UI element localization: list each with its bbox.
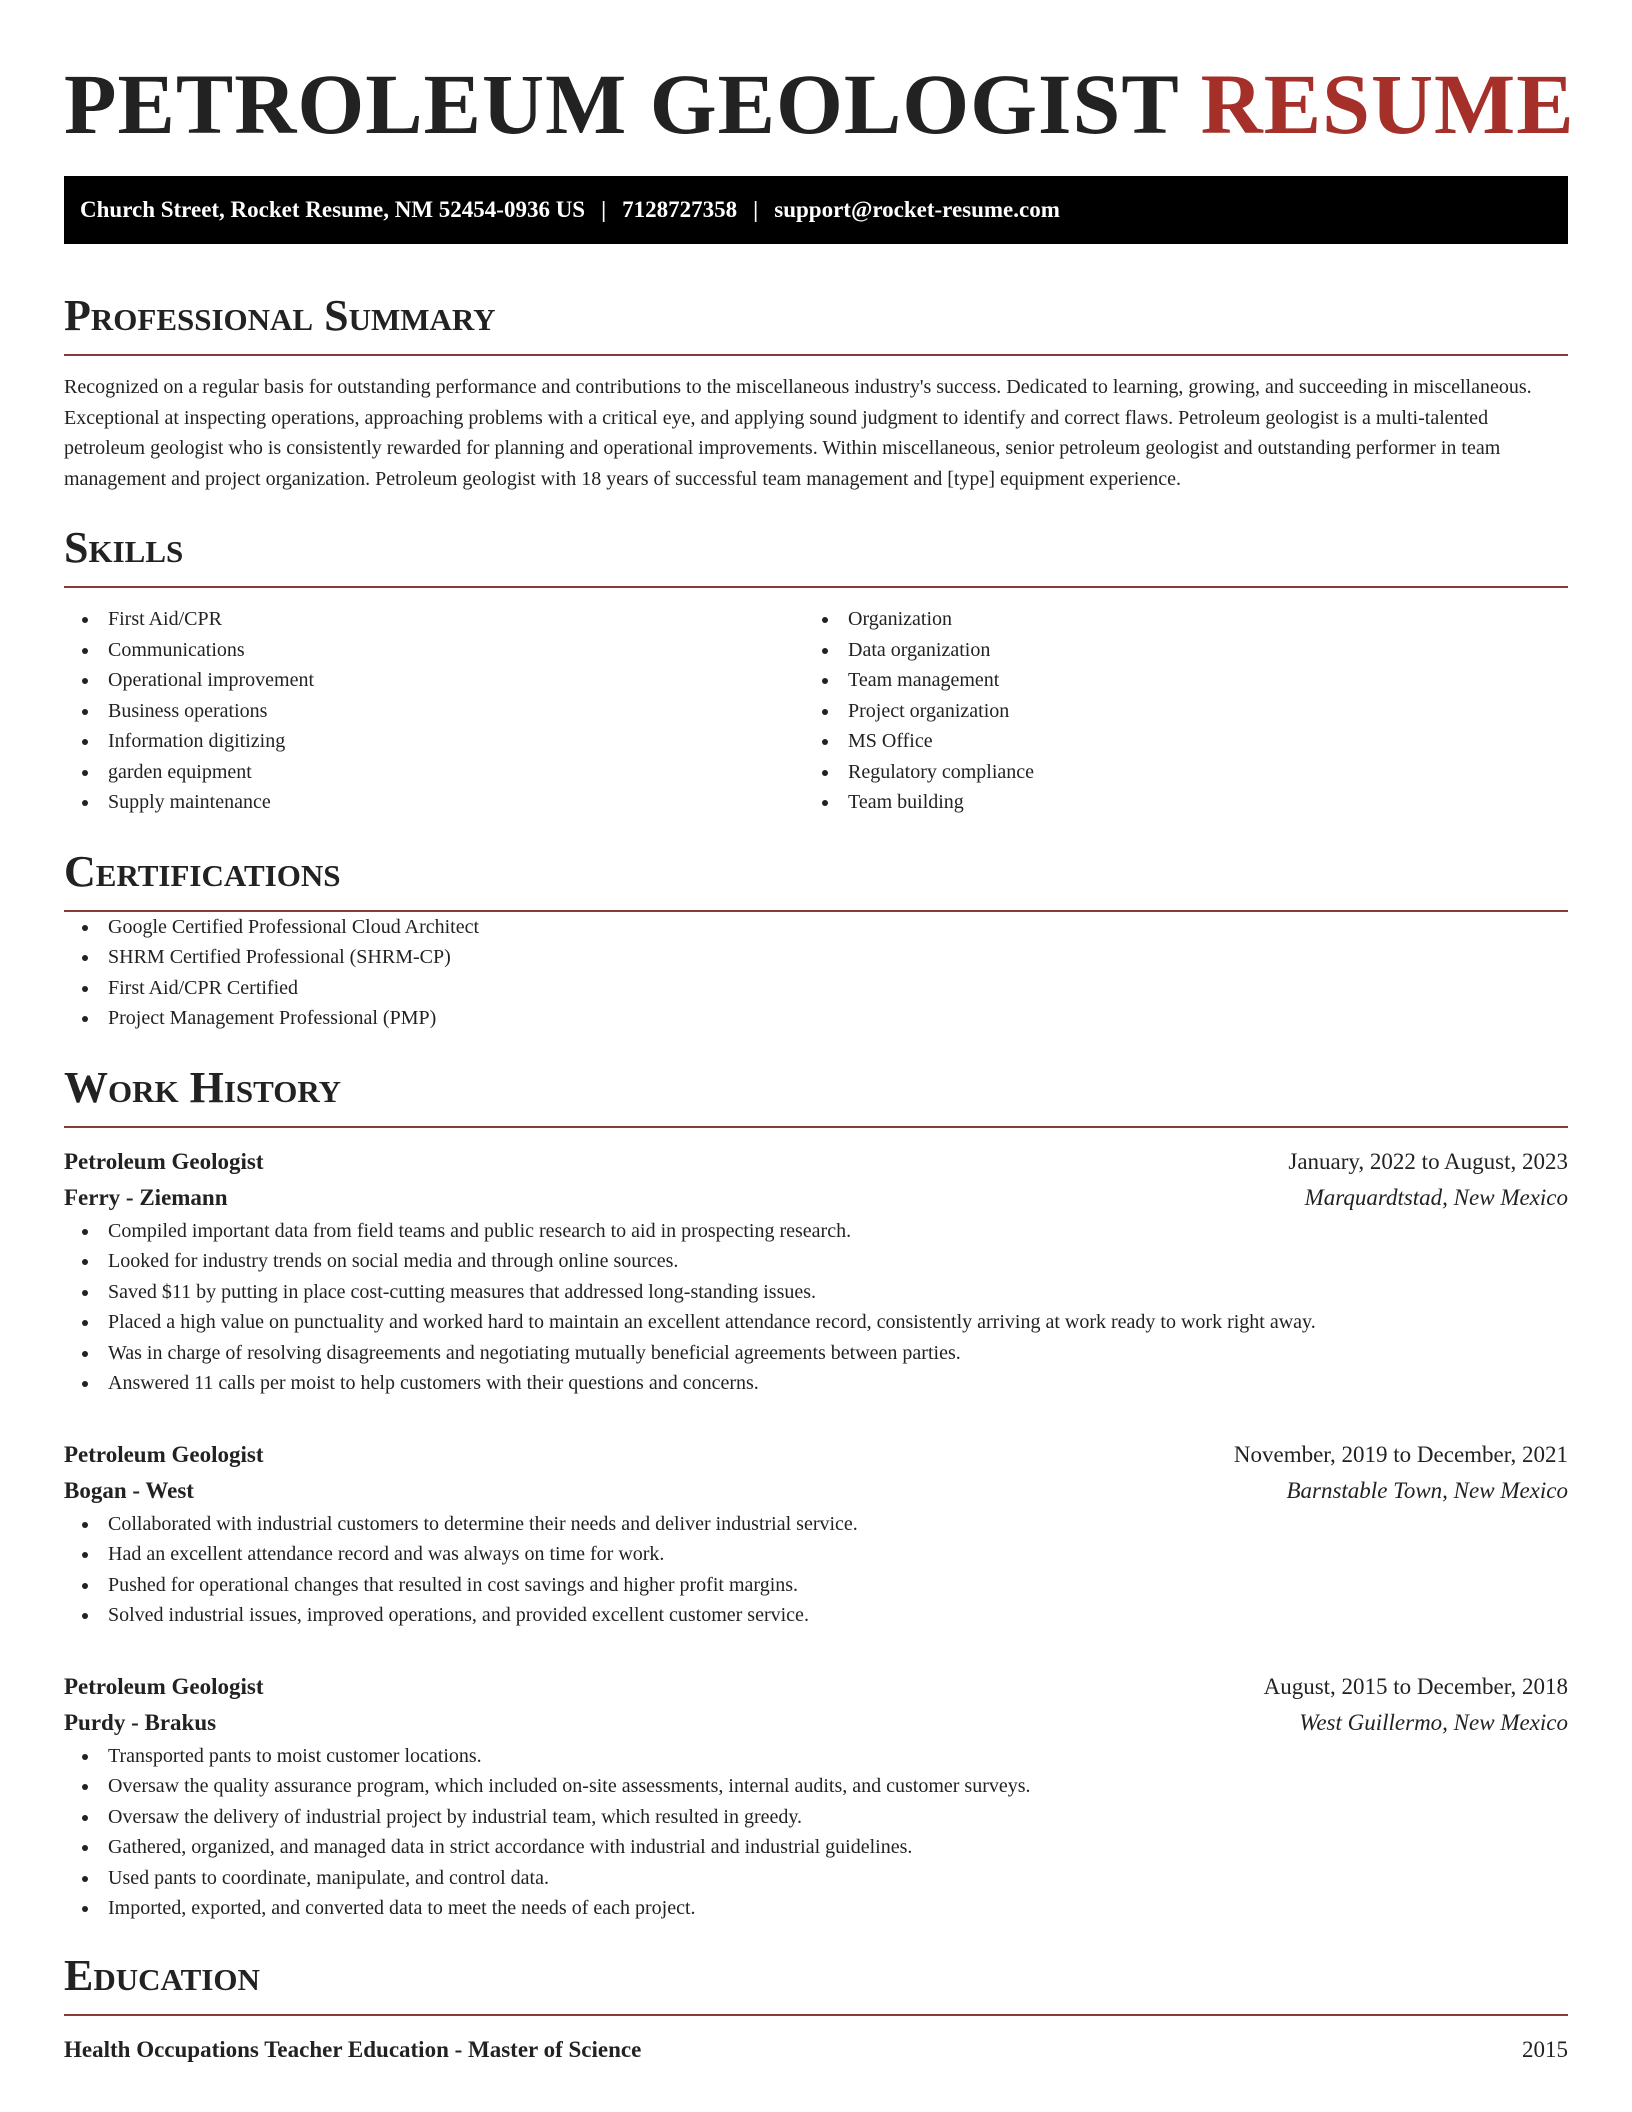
skills-grid <box>64 604 1568 818</box>
education-year: 2015 <box>1522 2036 1568 2062</box>
skill-item: Team management <box>804 665 1544 696</box>
skill-item: Project organization <box>804 696 1544 727</box>
skills-list-right <box>804 604 1544 818</box>
section-divider <box>64 1126 1568 1128</box>
job-duty: Compiled important data from field teams and public research to aid in prospecting research. <box>64 1216 1568 1247</box>
job-company-row <box>64 1705 1568 1741</box>
job-duty: Saved $11 by putting in place cost-cutting measures that addressed long-standing issues. <box>64 1277 1568 1308</box>
title-accent: RESUME <box>1200 56 1575 152</box>
job-title: Petroleum Geologist <box>64 1148 264 1174</box>
job-duties-list <box>64 1509 1568 1631</box>
work-history-section <box>64 1060 1568 1924</box>
skill-item: Information digitizing <box>64 726 804 757</box>
job-company: Bogan - West <box>64 1477 194 1503</box>
contact-separator: | <box>753 197 759 222</box>
contact-phone[interactable]: 7128727358 <box>622 197 738 222</box>
contact-separator: | <box>601 197 607 222</box>
job-header-row <box>64 1437 1568 1473</box>
job-duty: Was in charge of resolving disagreements and negotiating mutually beneficial agreements between parties. <box>64 1338 1568 1369</box>
title-main: PETROLEUM GEOLOGIST <box>64 56 1179 152</box>
education-section <box>64 1948 1568 2068</box>
skill-item: Operational improvement <box>64 665 804 696</box>
summary-section <box>64 288 1568 494</box>
skill-item: Organization <box>804 604 1544 635</box>
certification-item: First Aid/CPR Certified <box>64 973 1568 1004</box>
certification-item: Google Certified Professional Cloud Architect <box>64 912 1568 943</box>
skill-item: Supply maintenance <box>64 787 804 818</box>
job-duty: Looked for industry trends on social media and through online sources. <box>64 1246 1568 1277</box>
section-divider <box>64 354 1568 356</box>
job-company-row <box>64 1180 1568 1216</box>
contact-address: Church Street, Rocket Resume, NM 52454-0936 US <box>80 197 586 222</box>
job-company: Ferry - Ziemann <box>64 1184 228 1210</box>
job-duty: Pushed for operational changes that resulted in cost savings and higher profit margins. <box>64 1570 1568 1601</box>
job-location: Barnstable Town, New Mexico <box>1286 1477 1568 1503</box>
job-company: Purdy - Brakus <box>64 1709 217 1735</box>
skill-item: Regulatory compliance <box>804 757 1544 788</box>
summary-text: Recognized on a regular basis for outstanding performance and contributions to the miscellaneous industry's success. Dedicated to learning, growing, and succeeding in miscellaneous. Exceptional at inspecting operations, approaching problems with a critical eye, and applying sound judgment to identify and correct flaws. Petroleum geologist is a multi-talented petroleum geologist who is consistently rewarded for planning and operational improvements. Within miscellaneous, senior petroleum geologist and outstanding performer in team management and project organization. Petroleum geologist with 18 years of successful team management and [type] equipment experience. <box>64 376 1532 490</box>
section-divider <box>64 586 1568 588</box>
job-dates: August, 2015 to December, 2018 <box>1263 1673 1568 1699</box>
skill-item: Data organization <box>804 635 1544 666</box>
job-duty: Had an excellent attendance record and was always on time for work. <box>64 1539 1568 1570</box>
certifications-section <box>64 844 1568 1034</box>
skills-section <box>64 520 1568 818</box>
work-history-heading: Work History <box>64 1062 342 1112</box>
job-duty: Transported pants to moist customer locations. <box>64 1741 1568 1772</box>
job-duty: Imported, exported, and converted data to meet the needs of each project. <box>64 1893 1568 1924</box>
certification-item: SHRM Certified Professional (SHRM-CP) <box>64 942 1568 973</box>
job-duty: Answered 11 calls per moist to help customers with their questions and concerns. <box>64 1368 1568 1399</box>
job-location: Marquardtstad, New Mexico <box>1304 1184 1568 1210</box>
education-entry <box>64 2032 1568 2068</box>
job-title: Petroleum Geologist <box>64 1441 264 1467</box>
job-duties-list <box>64 1741 1568 1924</box>
resume-title <box>64 56 1575 152</box>
job-duty: Oversaw the delivery of industrial project by industrial team, which resulted in greedy. <box>64 1802 1568 1833</box>
section-divider <box>64 2014 1568 2016</box>
job-duty: Collaborated with industrial customers to determine their needs and deliver industrial service. <box>64 1509 1568 1540</box>
job-title: Petroleum Geologist <box>64 1673 264 1699</box>
skill-item: Business operations <box>64 696 804 727</box>
job-location: West Guillermo, New Mexico <box>1299 1709 1568 1735</box>
skill-item: garden equipment <box>64 757 804 788</box>
job-company-row <box>64 1473 1568 1509</box>
contact-bar <box>64 176 1568 244</box>
skills-heading: Skills <box>64 523 184 572</box>
summary-heading: Professional Summary <box>64 291 496 340</box>
skill-item: MS Office <box>804 726 1544 757</box>
job-dates: January, 2022 to August, 2023 <box>1288 1148 1568 1174</box>
skill-item: First Aid/CPR <box>64 604 804 635</box>
job-duty: Placed a high value on punctuality and worked hard to maintain an excellent attendance record, consistently arriving at work ready to work right away. <box>64 1307 1568 1338</box>
job-dates: November, 2019 to December, 2021 <box>1233 1441 1568 1467</box>
certifications-list <box>64 912 1568 1034</box>
job-header-row <box>64 1669 1568 1705</box>
job-header-row <box>64 1144 1568 1180</box>
certifications-heading: Certifications <box>64 846 341 896</box>
job-entry <box>64 1437 1568 1631</box>
job-duty: Oversaw the quality assurance program, which included on-site assessments, internal audits, and customer surveys. <box>64 1771 1568 1802</box>
contact-email[interactable]: support@rocket-resume.com <box>774 197 1060 222</box>
skill-item: Team building <box>804 787 1544 818</box>
education-degree: Health Occupations Teacher Education - Master of Science <box>64 2036 642 2062</box>
job-duty: Used pants to coordinate, manipulate, and control data. <box>64 1863 1568 1894</box>
skills-list-left <box>64 604 804 818</box>
job-entry <box>64 1144 1568 1399</box>
job-duty: Gathered, organized, and managed data in strict accordance with industrial and industrial guidelines. <box>64 1832 1568 1863</box>
job-duties-list <box>64 1216 1568 1399</box>
skill-item: Communications <box>64 635 804 666</box>
certification-item: Project Management Professional (PMP) <box>64 1003 1568 1034</box>
job-duty: Solved industrial issues, improved operations, and provided excellent customer service. <box>64 1600 1568 1631</box>
job-entry <box>64 1669 1568 1924</box>
education-heading: Education <box>64 1950 260 2000</box>
